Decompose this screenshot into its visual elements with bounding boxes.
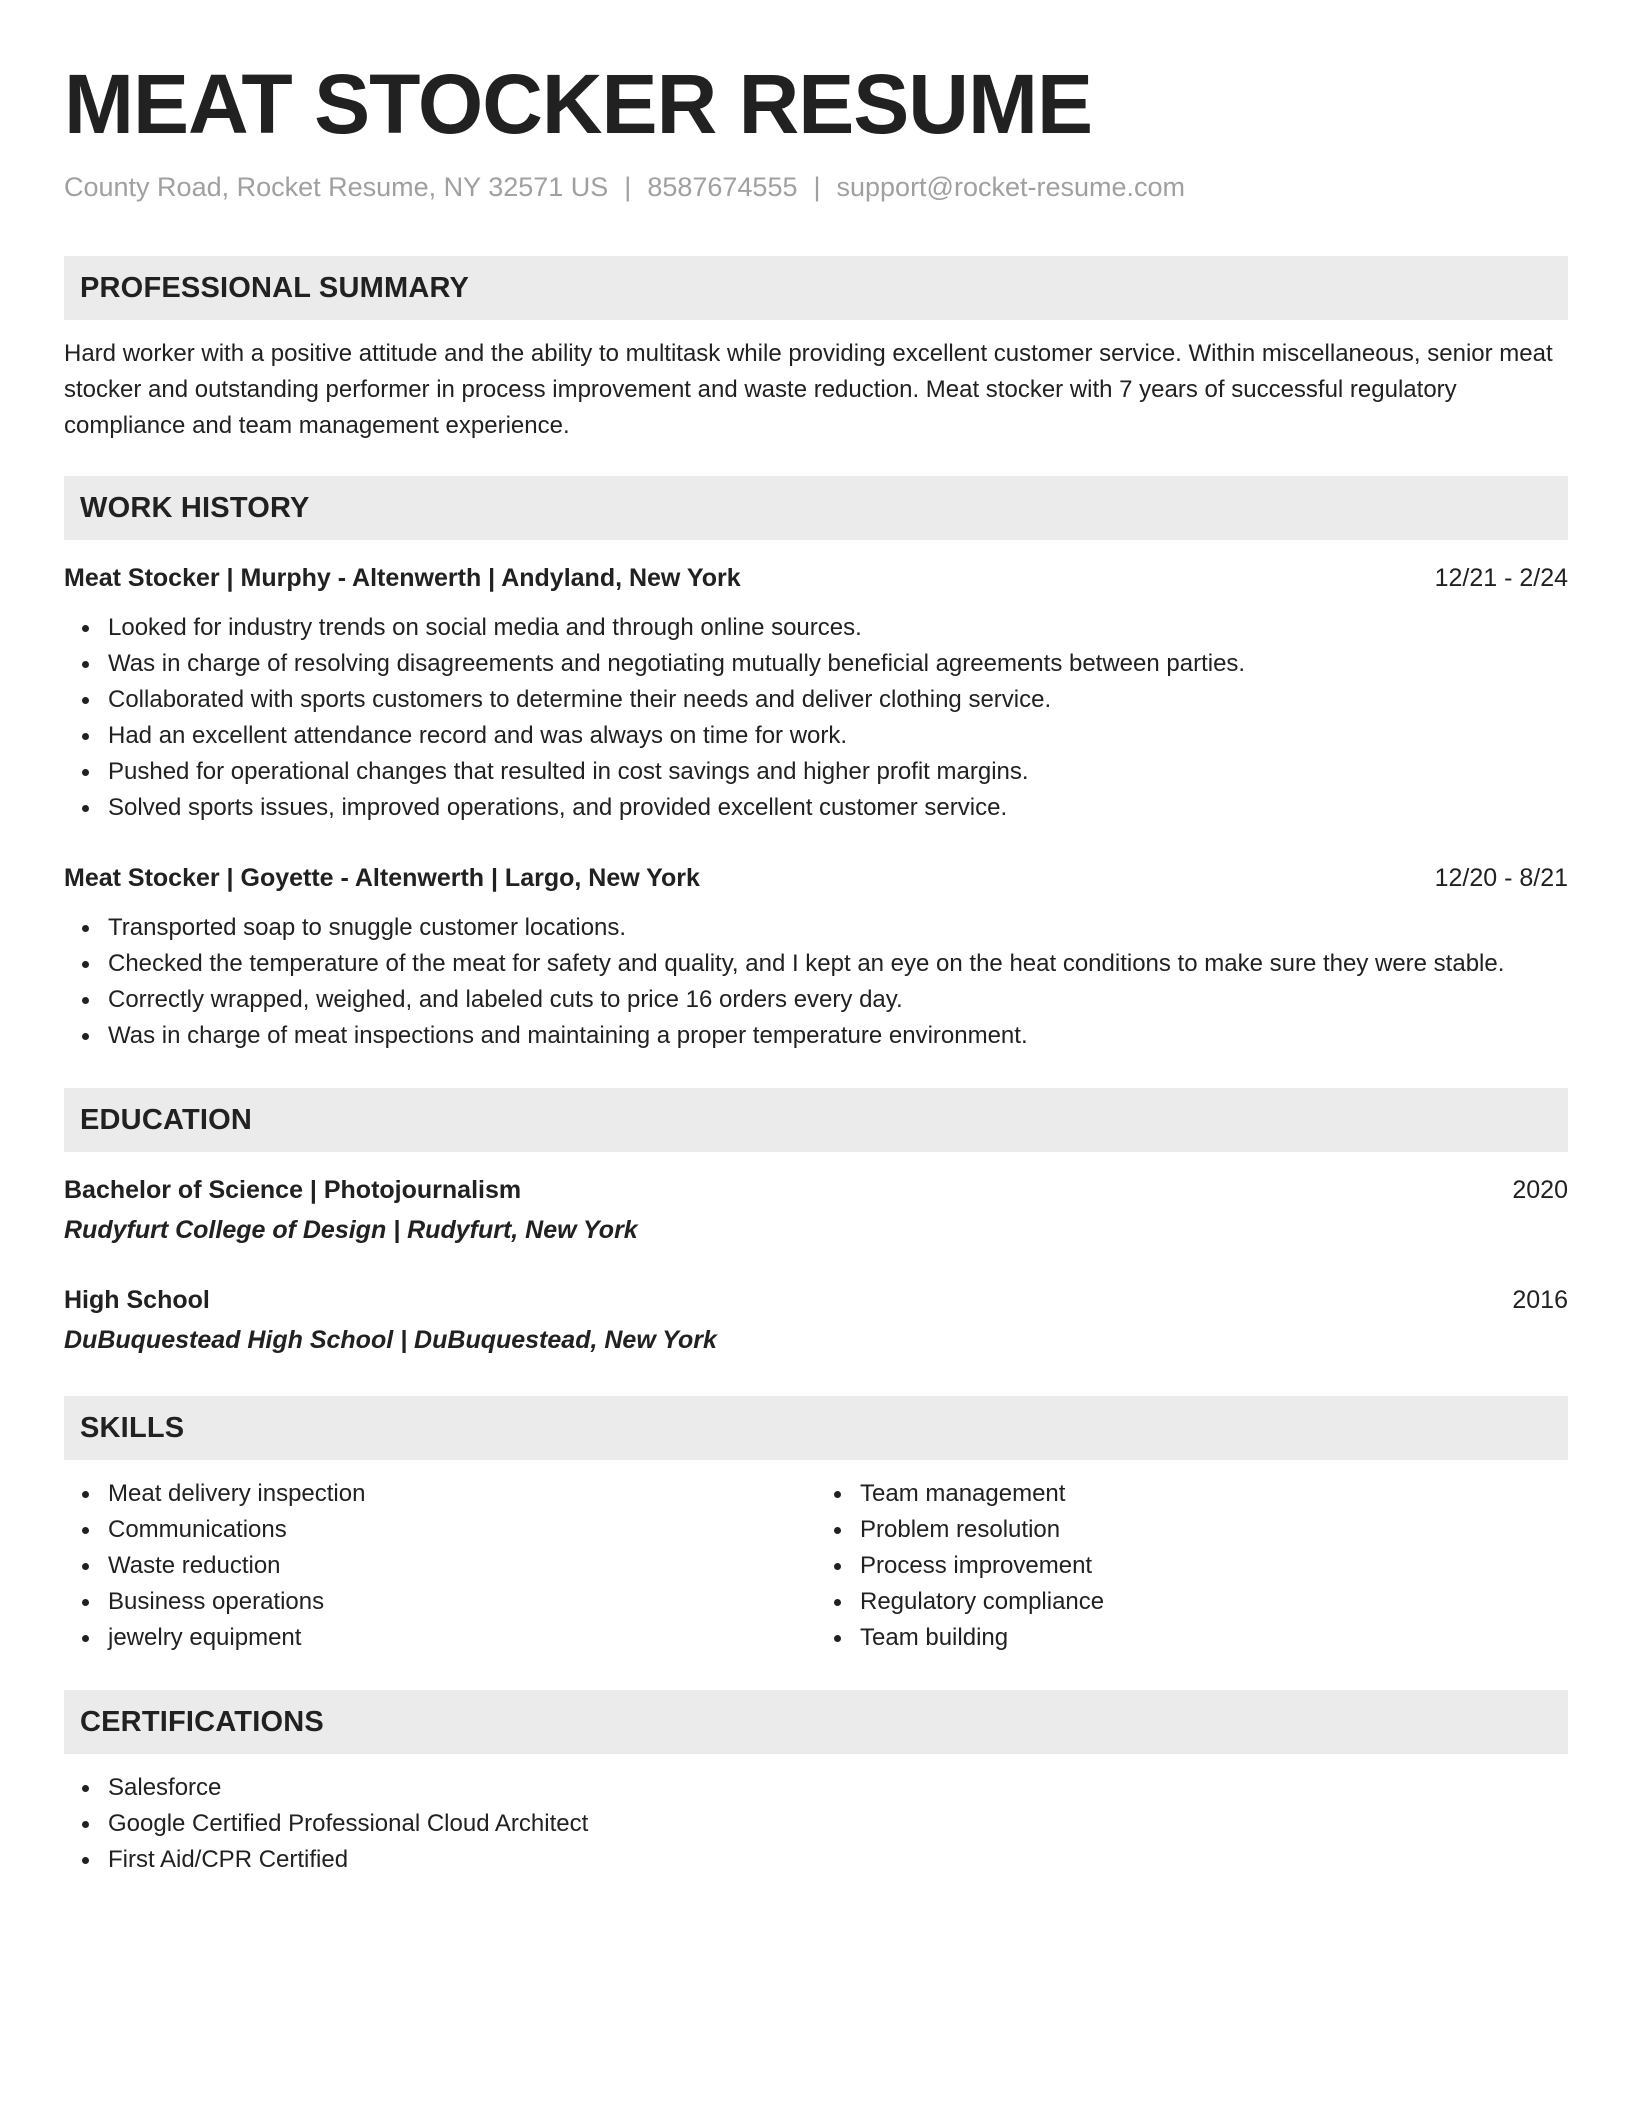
summary-text: Hard worker with a positive attitude and the ability to multitask while providing excellent customer service. Within miscellaneous, senior meat stocker and outstanding performer in process improvement and waste reduction. Meat stocker with 7 years of successful regulatory compliance and team management experience. (64, 340, 1553, 439)
job-header (64, 558, 1568, 598)
job-title: Meat Stocker | Goyette - Altenwerth | Largo, New York (64, 864, 700, 892)
skill-item: jewelry equipment (108, 1620, 816, 1656)
job-dates: 12/21 - 2/24 (1434, 564, 1568, 592)
education-header (64, 1170, 1568, 1210)
education-entry (64, 1170, 1568, 1250)
skills-columns (64, 1476, 1568, 1656)
job-duty: Was in charge of resolving disagreements and negotiating mutually beneficial agreements between parties. (108, 646, 1568, 682)
contact-address: County Road, Rocket Resume, NY 32571 US (64, 172, 609, 202)
job-duty: Correctly wrapped, weighed, and labeled cuts to price 16 orders every day. (108, 982, 1568, 1018)
education-year: 2020 (1512, 1176, 1568, 1204)
education-year: 2016 (1512, 1286, 1568, 1314)
contact-email: support@rocket-resume.com (836, 172, 1186, 202)
job-header (64, 858, 1568, 898)
skill-item: Regulatory compliance (860, 1584, 1568, 1620)
job-entry (64, 858, 1568, 1054)
resume-page (64, 0, 1568, 1878)
skill-item: Communications (108, 1512, 816, 1548)
skill-item: Team management (860, 1476, 1568, 1512)
education-degree: High School (64, 1286, 210, 1314)
job-duties-list (64, 910, 1568, 1054)
skill-item: Problem resolution (860, 1512, 1568, 1548)
job-duty: Looked for industry trends on social media and through online sources. (108, 610, 1568, 646)
job-duty: Solved sports issues, improved operations, and provided excellent customer service. (108, 790, 1568, 826)
education-header (64, 1280, 1568, 1320)
job-entry (64, 558, 1568, 826)
section-heading-summary: PROFESSIONAL SUMMARY (64, 256, 1568, 320)
education-entry (64, 1280, 1568, 1360)
skill-item: Team building (860, 1620, 1568, 1656)
certifications-list (64, 1770, 1568, 1878)
skills-list-left (64, 1476, 816, 1656)
skill-item: Meat delivery inspection (108, 1476, 816, 1512)
contact-line (64, 170, 1568, 204)
job-duty: Was in charge of meat inspections and maintaining a proper temperature environment. (108, 1018, 1568, 1054)
section-heading-certifications: CERTIFICATIONS (64, 1690, 1568, 1754)
contact-phone: 8587674555 (647, 172, 798, 202)
contact-separator: | (813, 172, 821, 202)
education-school: Rudyfurt College of Design | Rudyfurt, New York (64, 1216, 638, 1244)
job-title: Meat Stocker | Murphy - Altenwerth | Andyland, New York (64, 564, 741, 592)
certification-item: First Aid/CPR Certified (108, 1842, 1568, 1878)
education-school: DuBuquestead High School | DuBuquestead, New York (64, 1326, 717, 1354)
skills-list-right (816, 1476, 1568, 1656)
job-dates: 12/20 - 8/21 (1434, 864, 1568, 892)
certification-item: Google Certified Professional Cloud Architect (108, 1806, 1568, 1842)
job-duty: Pushed for operational changes that resulted in cost savings and higher profit margins. (108, 754, 1568, 790)
skill-item: Business operations (108, 1584, 816, 1620)
job-duty: Checked the temperature of the meat for safety and quality, and I kept an eye on the heat conditions to make sure they were stable. (108, 946, 1568, 982)
skill-item: Waste reduction (108, 1548, 816, 1584)
section-heading-skills: SKILLS (64, 1396, 1568, 1460)
section-heading-education: EDUCATION (64, 1088, 1568, 1152)
job-duty: Transported soap to snuggle customer locations. (108, 910, 1568, 946)
contact-separator: | (624, 172, 632, 202)
education-degree: Bachelor of Science | Photojournalism (64, 1176, 522, 1204)
job-duty: Had an excellent attendance record and was always on time for work. (108, 718, 1568, 754)
certification-item: Salesforce (108, 1770, 1568, 1806)
job-duty: Collaborated with sports customers to determine their needs and deliver clothing service. (108, 682, 1568, 718)
job-duties-list (64, 610, 1568, 826)
skill-item: Process improvement (860, 1548, 1568, 1584)
section-heading-work-history: WORK HISTORY (64, 476, 1568, 540)
resume-title: MEAT STOCKER RESUME (64, 57, 1092, 151)
